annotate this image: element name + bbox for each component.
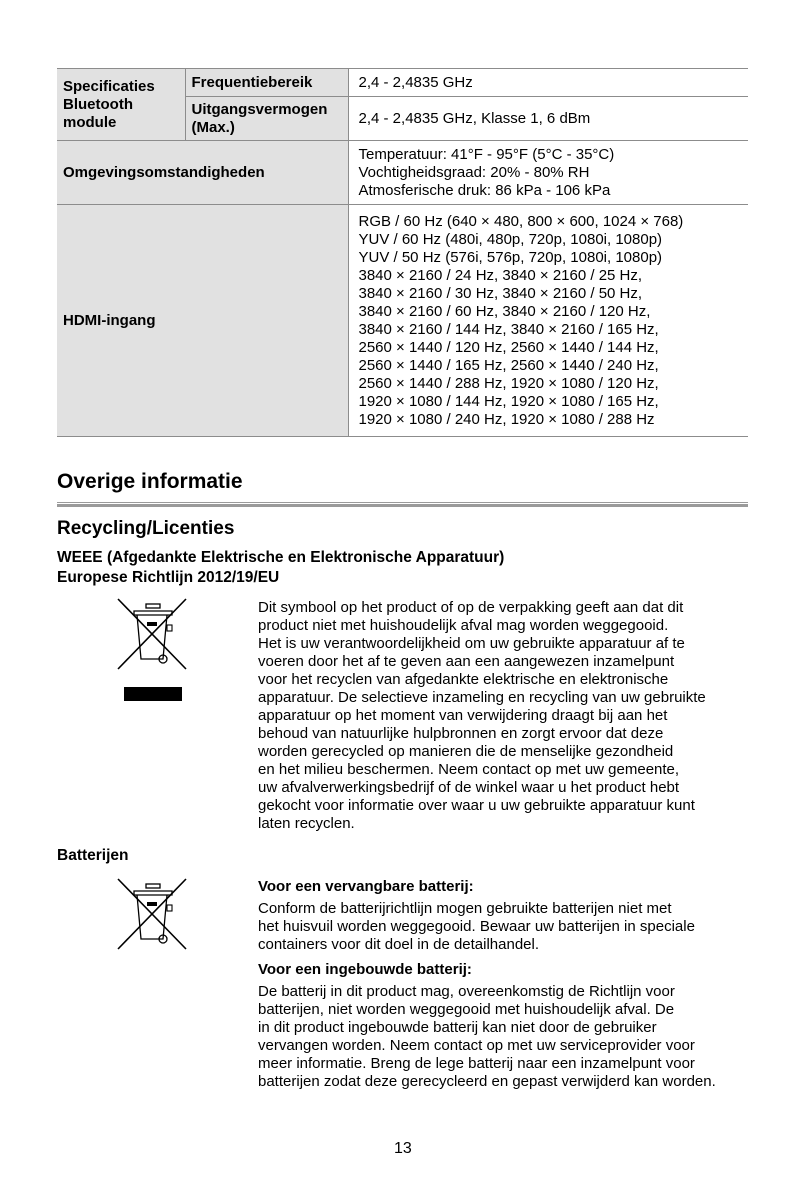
label-line: Specificaties [63, 77, 155, 95]
label-line: (Max.) [191, 118, 235, 136]
text-line: en het milieu beschermen. Neem contact op met uw gemeente, [258, 761, 680, 778]
text-line: Het is uw verantwoordelijkheid om uw gebruikte apparatuur af te [258, 635, 685, 652]
value-line: 3840 × 2160 / 144 Hz, 3840 × 2160 / 165 Hz, [358, 320, 659, 338]
batteries-heading: Batterijen [57, 847, 129, 864]
text-line: batterijen, niet worden weggegooid met huishoudelijk afval. De [258, 1001, 675, 1018]
text-line: apparatuur. De selectieve inzameling en recycling van uw gebruikte [258, 689, 706, 706]
weee-text [258, 599, 748, 833]
text-line: Dit symbool op het product of op de verpakking geeft aan dat dit [258, 599, 684, 616]
environment-value [348, 141, 748, 205]
heading-line: WEEE (Afgedankte Elektrische en Elektronische Apparatuur) [57, 549, 505, 566]
value-line: 3840 × 2160 / 60 Hz, 3840 × 2160 / 120 Hz, [358, 302, 651, 320]
text-line: Conform de batterijrichtlijn mogen gebruikte batterijen niet met [258, 900, 672, 917]
value-line: Temperatuur: 41°F - 95°F (5°C - 35°C) [358, 145, 615, 163]
text-line: containers voor dit doel in de detailhandel. [258, 936, 540, 953]
text-line: gekocht voor informatie over waar u uw gebruikte apparatuur kunt [258, 797, 695, 814]
label-line: Bluetooth [63, 95, 133, 113]
text-line: De batterij in dit product mag, overeenkomstig de Richtlijn voor [258, 983, 675, 1000]
value-line: 3840 × 2160 / 24 Hz, 3840 × 2160 / 25 Hz, [358, 266, 643, 284]
output-power-label [185, 97, 348, 141]
replaceable-battery-block [258, 878, 748, 954]
value-line: 1920 × 1080 / 144 Hz, 1920 × 1080 / 165 Hz, [358, 392, 659, 410]
subsection-title: Recycling/Licenties [57, 518, 235, 539]
crossed-out-wheelie-bin-icon [116, 597, 188, 703]
value-line: 2560 × 1440 / 120 Hz, 2560 × 1440 / 144 Hz, [358, 338, 659, 356]
freq-value: 2,4 - 2,4835 GHz [348, 69, 748, 97]
text-line: worden gerecycled op manieren die de menselijke gezondheid [258, 743, 674, 760]
weee-heading [57, 548, 504, 588]
section-rule [57, 502, 748, 503]
value-line: RGB / 60 Hz (640 × 480, 800 × 600, 1024 × 768) [358, 212, 684, 230]
spec-table [57, 68, 748, 437]
text-line: meer informatie. Breng de lege batterij naar een inzamelpunt voor [258, 1055, 695, 1072]
text-line: het huisvuil worden weggegooid. Bewaar uw batterijen in speciale [258, 918, 695, 935]
section-rule-thick [57, 504, 748, 507]
text-line: apparatuur op het moment van verwijdering draagt bij aan het [258, 707, 668, 724]
value-line: 2560 × 1440 / 165 Hz, 2560 × 1440 / 240 Hz, [358, 356, 659, 374]
value-line: 3840 × 2160 / 30 Hz, 3840 × 2160 / 50 Hz, [358, 284, 643, 302]
text-line: uw afvalverwerkingsbedrijf of de winkel waar u het product hebt [258, 779, 680, 796]
page-number: 13 [394, 1140, 412, 1157]
environment-label: Omgevingsomstandigheden [57, 141, 348, 205]
replaceable-battery-title: Voor een vervangbare batterij: [258, 878, 474, 895]
text-line: laten recyclen. [258, 815, 355, 832]
text-line: voor het recyclen van afgedankte elektrische en elektronische [258, 671, 669, 688]
builtin-battery-block [258, 961, 748, 1091]
output-power-value: 2,4 - 2,4835 GHz, Klasse 1, 6 dBm [348, 97, 748, 141]
text-line: voeren door het af te geven aan een aangewezen inzamelpunt [258, 653, 675, 670]
value-line: 1920 × 1080 / 240 Hz, 1920 × 1080 / 288 Hz [358, 410, 655, 428]
heading-line: Europese Richtlijn 2012/19/EU [57, 569, 280, 586]
text-line: vervangen worden. Neem contact op met uw serviceprovider voor [258, 1037, 695, 1054]
section-title: Overige informatie [57, 470, 243, 493]
crossed-out-wheelie-bin-icon [116, 877, 188, 953]
text-line: batterijen zodat deze gerecycleerd en gepast verwijderd kan worden. [258, 1073, 716, 1090]
text-line: product niet met huishoudelijk afval mag worden weggegooid. [258, 617, 669, 634]
value-line: 2560 × 1440 / 288 Hz, 1920 × 1080 / 120 Hz, [358, 374, 659, 392]
hdmi-value [348, 205, 748, 437]
builtin-battery-title: Voor een ingebouwde batterij: [258, 961, 472, 978]
value-line: YUV / 60 Hz (480i, 480p, 720p, 1080i, 1080p) [358, 230, 663, 248]
text-line: behoud van natuurlijke hulpbronnen en zorgt ervoor dat deze [258, 725, 664, 742]
value-line: Vochtigheidsgraad: 20% - 80% RH [358, 163, 590, 181]
hdmi-label: HDMI-ingang [57, 205, 348, 437]
bluetooth-group-label [57, 69, 185, 141]
text-line: in dit product ingebouwde batterij kan niet door de gebruiker [258, 1019, 657, 1036]
label-line: Uitgangsvermogen [191, 100, 328, 118]
value-line: YUV / 50 Hz (576i, 576p, 720p, 1080i, 1080p) [358, 248, 663, 266]
freq-label: Frequentiebereik [185, 69, 348, 97]
label-line: module [63, 113, 117, 131]
value-line: Atmosferische druk: 86 kPa - 106 kPa [358, 181, 611, 199]
